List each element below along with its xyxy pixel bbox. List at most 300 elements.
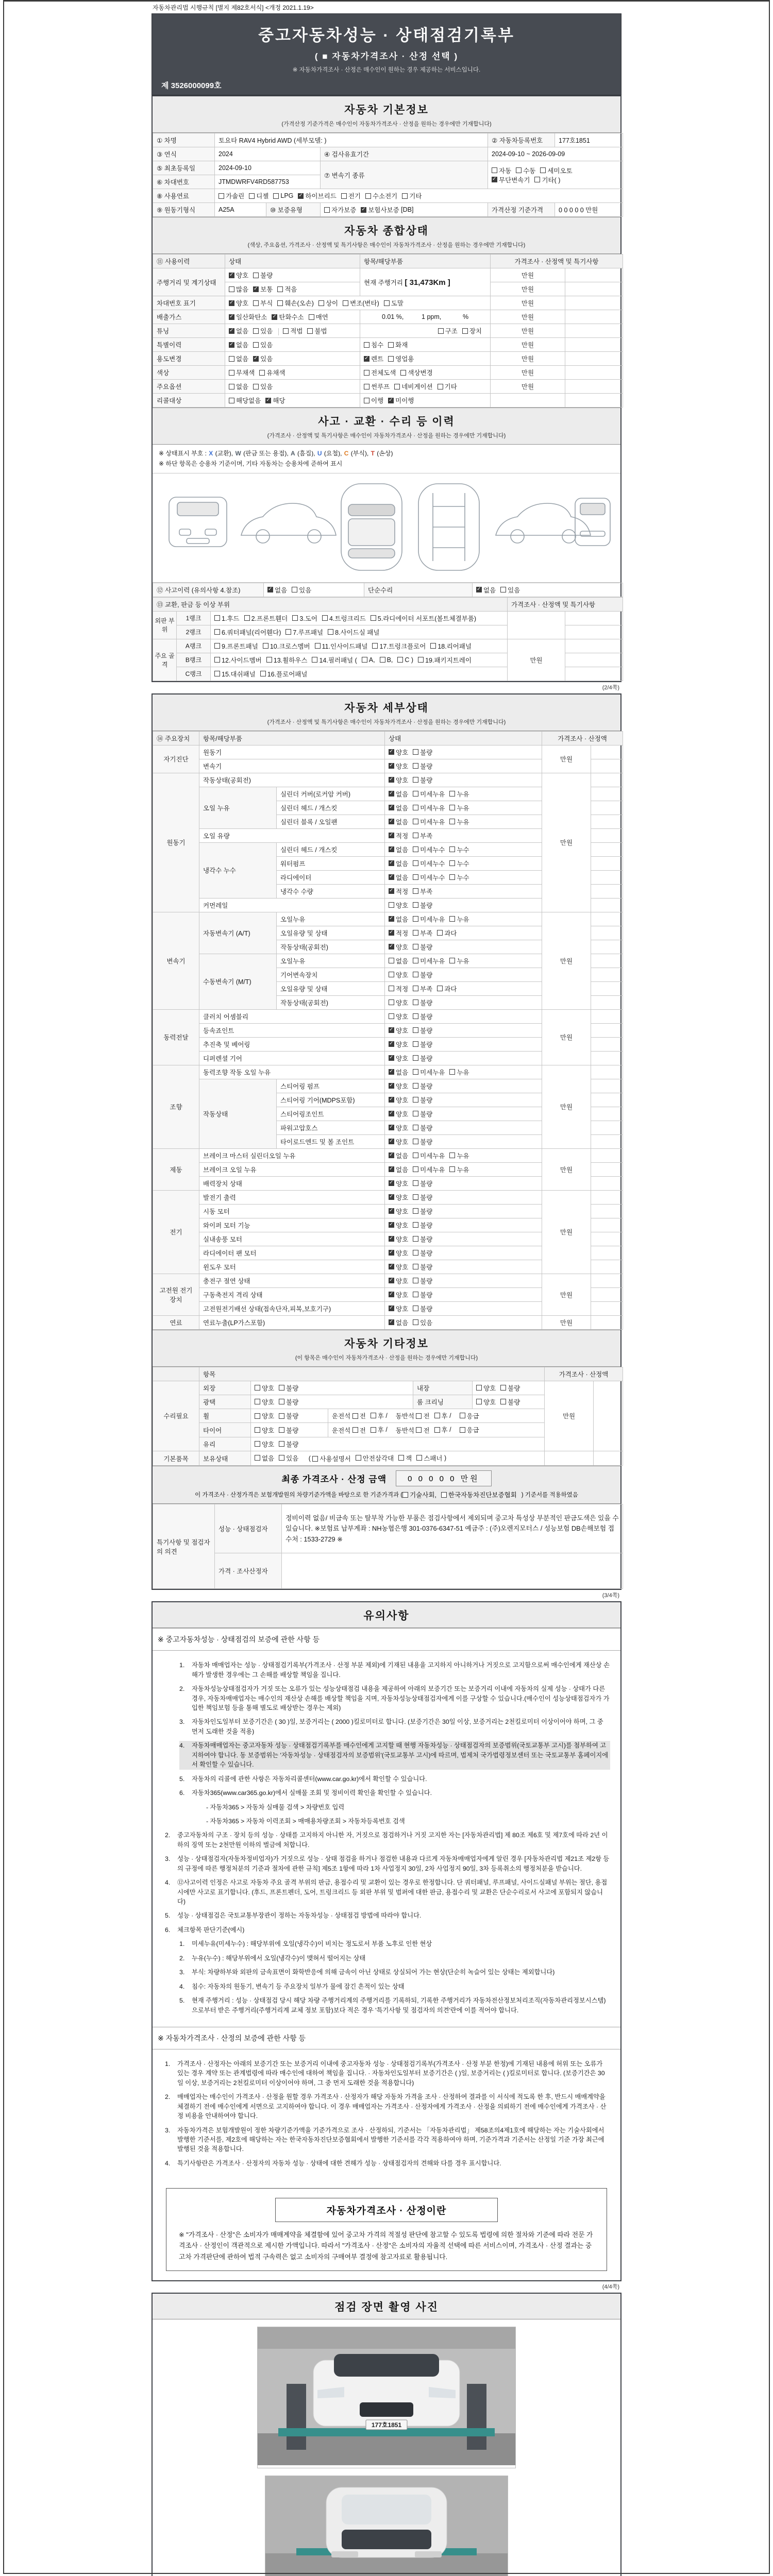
checkbox-option[interactable] — [441, 1490, 517, 1499]
checkbox-option[interactable] — [389, 1095, 408, 1105]
checkbox-option[interactable] — [413, 1165, 445, 1174]
checkbox-option[interactable] — [389, 1165, 408, 1174]
checkbox-option[interactable] — [255, 1439, 274, 1449]
checkbox-option[interactable] — [389, 1262, 408, 1272]
checkbox-icon — [371, 1427, 376, 1433]
final-note-post: ) 기준서를 적용하였음 — [521, 1492, 578, 1499]
checkbox-option[interactable] — [389, 859, 408, 868]
checkbox-option[interactable] — [449, 873, 469, 882]
notice-item-number: 2. — [165, 2093, 171, 2101]
checkbox-option[interactable] — [255, 1453, 274, 1463]
checkbox-option[interactable] — [438, 382, 457, 391]
checkbox-option[interactable] — [389, 1193, 408, 1202]
checkbox-option[interactable] — [389, 873, 408, 882]
checkbox-option[interactable] — [389, 1248, 408, 1258]
checkbox-option[interactable] — [229, 340, 248, 349]
checkbox-option[interactable] — [364, 396, 383, 405]
checkbox-option[interactable] — [449, 859, 469, 868]
checkbox-option[interactable] — [389, 1207, 408, 1216]
checkbox-label: 양호 — [396, 1208, 409, 1215]
checkbox-option[interactable] — [214, 655, 262, 665]
checkbox-option[interactable] — [398, 1453, 412, 1463]
checkbox-option[interactable] — [229, 312, 267, 321]
checkbox-option[interactable] — [540, 166, 572, 175]
item-label: 충전구 절연 상태 — [199, 1274, 385, 1287]
checkbox-option[interactable] — [389, 1026, 408, 1035]
checkbox-option[interactable] — [389, 817, 408, 826]
checkbox-option[interactable] — [413, 942, 432, 952]
checkbox-option[interactable] — [279, 1426, 298, 1435]
checkbox-option[interactable] — [380, 656, 393, 664]
checkbox-option[interactable] — [389, 1137, 408, 1146]
checkbox-option[interactable] — [460, 1411, 479, 1420]
checkbox-option[interactable] — [389, 1081, 408, 1091]
notice-item-text: 성능 · 상태점검은 국토교통부장관이 정하는 자동차성능 · 상태점검 방법에 따라야 합니다. — [177, 1912, 422, 1920]
checkbox-option[interactable] — [389, 775, 408, 785]
checkbox-option[interactable] — [413, 873, 445, 882]
checkbox-option[interactable] — [413, 761, 432, 771]
checkbox-icon — [413, 1306, 418, 1311]
checkbox-icon — [389, 944, 394, 950]
checkbox-option[interactable] — [413, 1193, 432, 1202]
notice-title: 유의사항 — [363, 1610, 410, 1622]
checkbox-option[interactable] — [413, 928, 432, 938]
checkbox-option[interactable] — [309, 312, 328, 321]
notice-item — [165, 2159, 610, 2168]
checkbox-option[interactable] — [229, 270, 248, 280]
checkbox-icon — [434, 1427, 440, 1433]
checkbox-option[interactable] — [253, 340, 273, 349]
checkbox-option[interactable] — [253, 382, 273, 391]
checkbox-option[interactable] — [389, 928, 408, 938]
checkbox-option[interactable] — [394, 382, 432, 391]
checkbox-option[interactable] — [389, 1067, 408, 1077]
checkbox-label: 없음 — [396, 957, 409, 965]
checkbox-option[interactable] — [292, 614, 317, 623]
checkbox-option[interactable] — [413, 817, 445, 826]
checkbox-option[interactable] — [413, 1137, 432, 1146]
checkbox-icon — [413, 805, 418, 810]
checkbox-option[interactable] — [389, 789, 408, 799]
checkbox-option[interactable] — [534, 175, 560, 184]
checkbox-option[interactable] — [389, 984, 408, 993]
checkbox-option[interactable] — [397, 656, 413, 664]
checkbox-option[interactable] — [413, 859, 445, 868]
checkbox-option[interactable] — [389, 1290, 408, 1299]
checkbox-option[interactable] — [413, 1318, 432, 1327]
checkbox-option[interactable] — [418, 655, 472, 665]
checkbox-icon — [402, 193, 408, 199]
checkbox-option[interactable] — [249, 191, 268, 200]
checkbox-icon — [413, 999, 418, 1005]
final-note-pre: 이 가격조사 · 산정가격은 보험개발원의 차량기준가액을 바탕으로 한 기준가격과 ( — [195, 1492, 403, 1499]
checkbox-option[interactable] — [389, 1179, 408, 1188]
checkbox-option[interactable] — [413, 1067, 445, 1077]
checkbox-option[interactable] — [413, 1221, 432, 1230]
notice-item-number: 4. — [165, 2159, 171, 2167]
glass-options — [251, 1437, 545, 1451]
checkbox-label: 양호 — [396, 1222, 409, 1229]
checkbox-option[interactable] — [273, 192, 293, 199]
checkbox-icon — [449, 860, 455, 866]
checkbox-option[interactable]: ( 사용설명서 — [308, 1455, 351, 1463]
checkbox-option[interactable] — [389, 1221, 408, 1230]
checkbox-option[interactable] — [389, 998, 408, 1007]
checkbox-option[interactable] — [413, 1123, 432, 1132]
checkbox-option[interactable] — [389, 1276, 408, 1285]
checkbox-label: 8.사이드실 패널 — [335, 629, 380, 636]
odometer-value: [ 31,473Km ] — [405, 278, 450, 287]
checkbox-label: 불량 — [420, 971, 433, 979]
checkbox-option[interactable] — [413, 789, 445, 799]
checkbox-option[interactable] — [413, 1207, 432, 1216]
checkbox-option[interactable] — [255, 1426, 274, 1435]
checkbox-option[interactable] — [492, 175, 530, 184]
checkbox-option[interactable] — [265, 396, 285, 405]
checkbox-option[interactable] — [413, 1234, 432, 1244]
checkbox-icon — [449, 846, 455, 852]
checkbox-option[interactable] — [389, 901, 408, 910]
checkbox-icon — [449, 1166, 455, 1172]
checkbox-icon — [318, 300, 324, 306]
checkbox-option[interactable] — [389, 1304, 408, 1313]
checkbox-option[interactable] — [413, 956, 445, 965]
checkbox-option[interactable] — [413, 1054, 432, 1063]
inspector-opinion: 정비이력 없음/ 비금속 또는 탈부착 가능한 부품은 점검사항에서 제외되며 중고차 특성상 부분적인 판금도색은 있을 수 있습니다. ※보험료 납부계좌 : NH농협은행 301-0376-6347-51 예금주 : (주)오렌지모터스 / 성능보험 DB손해보험 접수처 : 1533-2729 ※ — [282, 1504, 623, 1553]
checkbox-option[interactable] — [263, 641, 310, 651]
checkbox-option[interactable] — [253, 326, 273, 335]
device-group-label: 변속기 — [153, 912, 199, 1009]
basic-items-label: 기본품목 — [153, 1451, 199, 1466]
checkbox-option[interactable] — [413, 901, 432, 910]
checkbox-option[interactable] — [413, 970, 432, 979]
checkbox-option[interactable] — [389, 831, 408, 840]
checkbox-option[interactable] — [500, 1383, 520, 1393]
checkbox-label: 자가보증 — [331, 207, 357, 214]
checkbox-option[interactable] — [229, 284, 248, 294]
checkbox-option[interactable] — [279, 1439, 298, 1449]
checkbox-option[interactable] — [449, 1151, 469, 1160]
checkbox-option[interactable] — [389, 1151, 408, 1160]
checkbox-icon — [416, 1455, 422, 1461]
checkbox-option[interactable] — [413, 1151, 445, 1160]
checkbox-label: 불량 — [420, 1249, 433, 1257]
checkbox-option[interactable] — [277, 298, 314, 308]
checkbox-label: 보통 — [260, 286, 273, 293]
checkbox-label: 누수 — [457, 860, 469, 868]
checkbox-icon — [389, 805, 394, 810]
checkbox-label: 불량 — [420, 1055, 433, 1062]
checkbox-option[interactable] — [388, 354, 414, 363]
checkbox-option[interactable] — [449, 817, 469, 826]
checkbox-option[interactable] — [413, 803, 445, 812]
checkbox-option[interactable] — [253, 354, 273, 363]
checkbox-option[interactable] — [413, 775, 432, 785]
checkbox-label: 적정 — [396, 832, 409, 840]
checkbox-option[interactable] — [389, 1012, 408, 1021]
checkbox-option[interactable] — [437, 984, 457, 993]
checkbox-option[interactable] — [389, 956, 408, 965]
checkbox-option[interactable] — [372, 641, 426, 651]
checkbox-option[interactable] — [315, 641, 368, 651]
state-options — [385, 912, 542, 926]
checkbox-option[interactable] — [413, 914, 445, 924]
price-cell: 만원 — [542, 1315, 591, 1329]
checkbox-icon — [389, 1027, 394, 1033]
checkbox-option[interactable] — [365, 191, 397, 200]
checkbox-option[interactable] — [219, 191, 244, 200]
checkbox-label: 양호 — [396, 1041, 409, 1048]
checkbox-option[interactable] — [413, 1248, 432, 1258]
checkbox-option[interactable] — [266, 655, 308, 665]
checkbox-option[interactable] — [402, 1490, 436, 1499]
table-row — [153, 731, 623, 745]
checkbox-option[interactable] — [492, 166, 511, 175]
notice-item — [194, 1817, 610, 1826]
remarks-cell — [591, 1218, 623, 1232]
checkbox-icon — [413, 1055, 418, 1061]
checkbox-option[interactable] — [229, 382, 248, 391]
checkbox-option[interactable] — [389, 1054, 408, 1063]
checkbox-option[interactable] — [389, 887, 408, 896]
checkbox-option[interactable] — [476, 1397, 496, 1406]
checkbox-option[interactable] — [389, 761, 408, 771]
checkbox-option[interactable] — [214, 669, 256, 679]
checkbox-option[interactable] — [389, 1318, 408, 1327]
checkbox-option[interactable] — [449, 1165, 469, 1174]
state-mark-letter: C — [344, 450, 349, 457]
checkbox-option[interactable] — [279, 1383, 298, 1393]
detail-band — [153, 694, 620, 731]
checkbox-option[interactable] — [277, 284, 297, 294]
device-group-label: 동력전달 — [153, 1009, 199, 1065]
section-frame-3 — [152, 1601, 621, 2281]
notice-item-text: 누유(누수) : 해당부위에서 오일(냉각수)이 맺혀서 떨어지는 상태 — [192, 1954, 366, 1962]
checkbox-option[interactable] — [322, 614, 366, 623]
checkbox-option[interactable] — [400, 368, 432, 377]
checkbox-option[interactable] — [285, 628, 323, 637]
checkbox-option[interactable]: 동반석 전 — [396, 1426, 430, 1435]
checkbox-option[interactable] — [500, 585, 520, 595]
checkbox-option[interactable] — [413, 1276, 432, 1285]
checkbox-option[interactable] — [460, 1425, 479, 1434]
checkbox-option[interactable] — [449, 803, 469, 812]
item-label: 윈도우 모터 — [199, 1260, 385, 1274]
checkbox-option[interactable] — [389, 748, 408, 757]
checkbox-option[interactable] — [229, 326, 248, 335]
checkbox-option[interactable] — [462, 326, 482, 335]
checkbox-option[interactable] — [449, 789, 469, 799]
table-row — [153, 161, 623, 175]
checkbox-option[interactable] — [253, 270, 273, 280]
checkbox-label: 양호 — [262, 1440, 275, 1448]
checkbox-option[interactable] — [389, 1109, 408, 1118]
checkbox-option[interactable] — [476, 1383, 496, 1393]
checkbox-option[interactable]: 운전석 전 — [332, 1411, 366, 1420]
checkbox-option[interactable] — [279, 1397, 298, 1406]
checkbox-option[interactable] — [283, 326, 303, 335]
checkbox-option[interactable] — [214, 641, 258, 651]
checkbox-icon — [389, 1264, 394, 1269]
checkbox-option[interactable] — [389, 1234, 408, 1244]
checkbox-option[interactable] — [229, 298, 248, 308]
checkbox-option[interactable] — [500, 1397, 520, 1406]
checkbox-option[interactable] — [389, 970, 408, 979]
checkbox-option[interactable] — [389, 942, 408, 952]
checkbox-option[interactable] — [413, 887, 432, 896]
checkbox-option[interactable] — [318, 298, 338, 308]
checkbox-label: 부족 — [420, 929, 433, 937]
checkbox-option[interactable] — [413, 748, 432, 757]
table-row — [153, 1504, 623, 1553]
checkbox-option[interactable] — [413, 1179, 432, 1188]
checkbox-option[interactable] — [413, 1026, 432, 1035]
page-marker-2: (2/4쪽) — [602, 684, 619, 691]
checkbox-option[interactable] — [476, 585, 496, 595]
state-mark-desc: (판금 또는 용접), — [241, 450, 291, 457]
checkbox-option[interactable] — [389, 803, 408, 812]
checkbox-option[interactable] — [328, 628, 379, 637]
checkbox-option[interactable] — [413, 1095, 432, 1105]
checkbox-option[interactable] — [255, 1411, 274, 1420]
checkbox-option[interactable]: 후 / — [371, 1411, 391, 1420]
checkbox-option[interactable] — [413, 984, 432, 993]
checkbox-option[interactable] — [307, 326, 327, 335]
checkbox-option[interactable]: 후 / — [434, 1425, 455, 1434]
checkbox-option[interactable] — [253, 298, 273, 308]
notice-item-text: 자동차의 리콜에 관한 사항은 자동차리콜센터(www.car.go.kr)에서 확인할 수 있습니다. — [192, 1775, 427, 1783]
checkbox-icon — [214, 615, 220, 621]
checkbox-option[interactable] — [255, 1383, 274, 1393]
car-damage-diagram — [153, 473, 620, 583]
checkbox-option[interactable]: 운전석 전 — [332, 1426, 366, 1435]
checkbox-label: 5.라디에이터 서포트(볼트체결부품) — [377, 615, 477, 622]
checkbox-icon — [389, 1055, 394, 1061]
checkbox-option[interactable] — [413, 831, 432, 840]
checkbox-option[interactable] — [516, 166, 535, 175]
checkbox-option[interactable]: ✓ 보험사보증 [DB] — [361, 205, 413, 214]
accident-notes — [153, 445, 620, 473]
checkbox-option[interactable] — [267, 585, 287, 595]
checkbox-option[interactable] — [229, 368, 255, 377]
checkbox-option[interactable] — [214, 628, 281, 637]
checkbox-icon — [460, 1427, 465, 1433]
checkbox-label: 불량 — [286, 1413, 299, 1420]
checkbox-icon — [229, 384, 234, 389]
checkbox-option[interactable] — [449, 914, 469, 924]
checkbox-option[interactable] — [214, 614, 240, 623]
checkbox-option[interactable] — [272, 312, 304, 321]
checkbox-icon — [255, 1413, 260, 1419]
checkbox-label: 없음 — [236, 355, 249, 363]
remarks-cell — [591, 1121, 623, 1134]
checkbox-option[interactable] — [341, 191, 361, 200]
checkbox-option[interactable] — [371, 614, 476, 623]
checkbox-option[interactable] — [413, 998, 432, 1007]
checkbox-icon — [534, 177, 540, 182]
checkbox-option[interactable] — [438, 326, 458, 335]
checkbox-option[interactable]: 동반석 전 — [396, 1411, 430, 1420]
item-label: 연료누출(LP가스포함) — [199, 1315, 385, 1329]
checkbox-option[interactable] — [279, 1411, 298, 1420]
checkbox-option[interactable] — [229, 396, 261, 405]
table-row — [153, 203, 623, 217]
notice-item-text: 자동차성능상태점검자가 거짓 또는 오류가 있는 성능상태점검 내용을 제공하여 아래의 보증기간 또는 보증거리 이내에 자동차의 실제 성능 · 상태가 다른 경우, 자동차매매업자는 매수인의 재산상 손해를 배상할 책임을 지며, 자동차성능상태점검자에게 이를 구상할 수 있습니다.(매수인이 성능상태점검자가 가입한 책임보험 등을 통해 별도로 배상받는 경우는 제외) — [192, 1685, 610, 1712]
state-options — [385, 1301, 542, 1315]
checkbox-option[interactable] — [413, 1081, 432, 1091]
checkbox-option[interactable] — [389, 914, 408, 924]
checkbox-option[interactable] — [388, 340, 408, 349]
checkbox-option[interactable] — [449, 1067, 469, 1077]
checkbox-option[interactable]: 스패너 ) — [416, 1453, 446, 1463]
checkbox-option[interactable]: 후 / — [434, 1411, 455, 1420]
checkbox-option[interactable] — [364, 354, 383, 363]
checkbox-option[interactable] — [413, 1290, 432, 1299]
checkbox-option[interactable] — [389, 1123, 408, 1132]
checkbox-option[interactable] — [356, 1453, 394, 1463]
checkbox-label: 양호 — [262, 1384, 275, 1392]
checkbox-option[interactable] — [260, 669, 308, 679]
checkbox-option[interactable] — [259, 368, 285, 377]
checkbox-option[interactable] — [364, 340, 383, 349]
checkbox-option[interactable] — [389, 845, 408, 854]
checkbox-label: 누유 — [457, 957, 469, 965]
checkbox-label: 수소전기 — [372, 193, 398, 200]
checkbox-option[interactable] — [430, 641, 472, 651]
checkbox-option[interactable] — [413, 1012, 432, 1021]
checkbox-option[interactable] — [388, 396, 414, 405]
checkbox-option[interactable] — [437, 928, 457, 938]
checkbox-option[interactable] — [343, 298, 379, 308]
checkbox-option[interactable] — [413, 845, 445, 854]
checkbox-icon — [500, 1385, 506, 1391]
checkbox-icon — [413, 1250, 418, 1256]
checkbox-icon — [413, 1208, 418, 1214]
checkbox-label: 양호 — [396, 1082, 409, 1090]
checkbox-icon — [416, 1413, 422, 1419]
checkbox-option[interactable] — [298, 191, 336, 200]
checkbox-label: 하이브리드 — [305, 193, 337, 200]
checkbox-option[interactable] — [362, 656, 375, 664]
checkbox-option[interactable] — [244, 614, 288, 623]
warranty-options — [321, 203, 488, 217]
checkbox-option[interactable] — [384, 298, 404, 308]
checkbox-option[interactable] — [413, 1304, 432, 1313]
checkbox-option[interactable] — [413, 1109, 432, 1118]
checkbox-option[interactable]: 후 / — [371, 1425, 391, 1434]
checkbox-icon — [229, 314, 234, 320]
checkbox-option[interactable] — [364, 368, 396, 377]
checkbox-option[interactable] — [449, 845, 469, 854]
checkbox-option[interactable] — [449, 956, 469, 965]
checkbox-option[interactable] — [413, 1040, 432, 1049]
checkbox-option[interactable] — [279, 1453, 304, 1463]
checkbox-option[interactable] — [402, 191, 422, 200]
checkbox-label: 스패너 — [424, 1454, 443, 1462]
checkbox-icon — [292, 615, 298, 621]
checkbox-option[interactable] — [324, 205, 356, 214]
checkbox-option[interactable] — [292, 585, 311, 595]
checkbox-option[interactable] — [255, 1397, 274, 1406]
checkbox-option[interactable] — [413, 1262, 432, 1272]
notice-items — [153, 1651, 620, 2027]
checkbox-option[interactable] — [364, 382, 390, 391]
checkbox-option[interactable] — [389, 1040, 408, 1049]
item-label: 추진축 및 베어링 — [199, 1037, 385, 1051]
checkbox-option[interactable] — [229, 354, 248, 363]
checkbox-option[interactable] — [312, 655, 357, 665]
checkbox-option[interactable] — [253, 284, 273, 294]
